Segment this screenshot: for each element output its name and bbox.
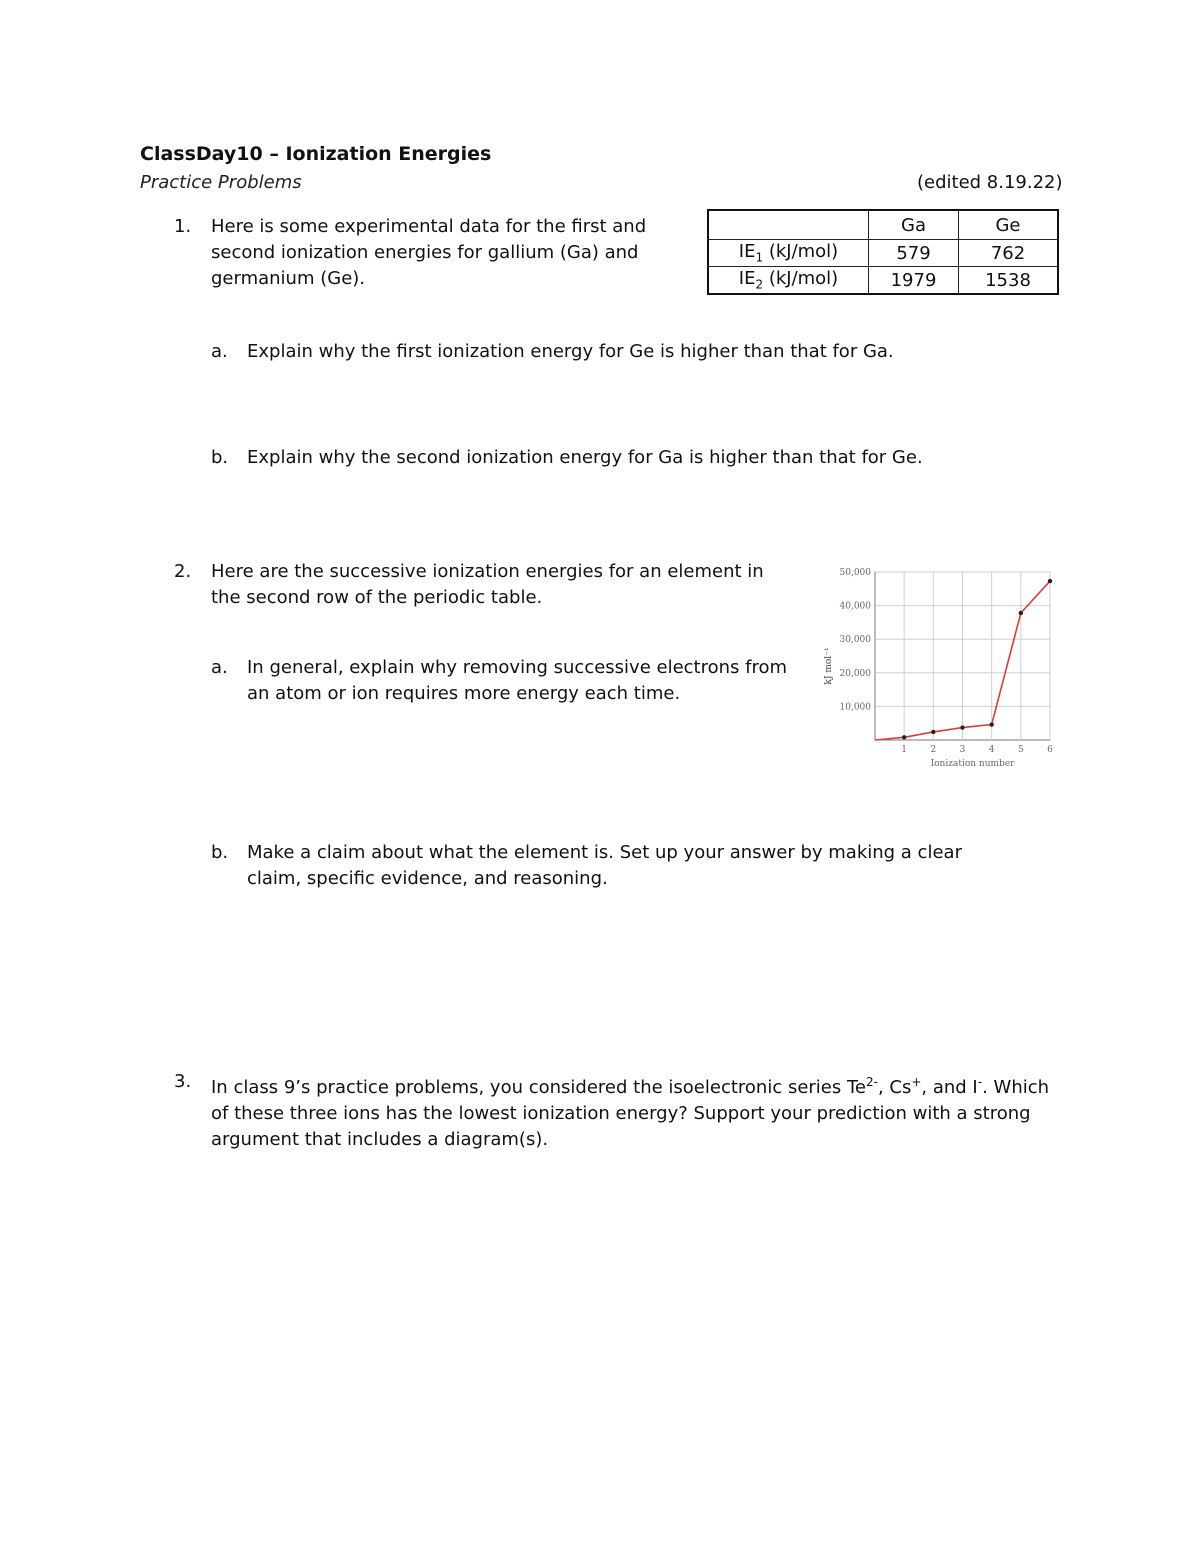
question-2b-letter: b. [211, 842, 229, 863]
x-tick-label: 6 [1047, 745, 1053, 755]
table-cell-ge: 1538 [959, 267, 1059, 295]
data-point [1048, 579, 1052, 583]
table-row-label: $IE_2$ (kJ/mol) [708, 267, 869, 295]
table-row [708, 240, 1058, 267]
table-cell-ge: 762 [959, 240, 1059, 267]
question-3-number: 3. [174, 1071, 192, 1092]
x-tick-label: 2 [930, 745, 937, 755]
question-1b-letter: b. [211, 447, 229, 468]
x-tick-label: 1 [901, 745, 908, 755]
question-3-text: In class 9’s practice problems, you considered the isoelectronic series $Te^{2-}$, Cs+, and I-. Which of these three ions has the lowest ionization energy? Support your prediction with a strong argument that includes a diagram(s). [211, 1075, 1050, 1150]
question-1-number: 1. [174, 216, 192, 237]
table-cell-ga: 1979 [869, 267, 959, 295]
table-header-cell: Ga [869, 210, 959, 240]
question-1a-text: Explain why the first ionization energy for Ge is higher than that for Ga. [247, 341, 894, 362]
table-header-cell: Ge [959, 210, 1059, 240]
question-2a-letter: a. [211, 657, 228, 678]
table-row [708, 267, 1058, 295]
x-tick-label: 4 [988, 745, 995, 755]
data-point [931, 730, 935, 734]
y-tick-label: 10,000 [839, 702, 871, 713]
x-tick-label: 5 [1017, 745, 1024, 755]
table-header-cell [708, 210, 869, 240]
ionization-energy-chart [815, 560, 1055, 775]
x-axis-label: Ionization number [930, 759, 1015, 769]
y-tick-label: 30,000 [839, 635, 871, 646]
question-1-text: Here is some experimental data for the first and second ionization energies for gallium (Ga) and germanium (Ge). [211, 216, 647, 289]
question-2-text: Here are the successive ionization energies for an element in the second row of the periodic table. [211, 561, 764, 608]
page-subtitle: Practice Problems [140, 172, 302, 193]
y-axis-label: kJ mol⁻¹ [824, 647, 834, 685]
ionization-energy-table [707, 209, 1059, 295]
table-row-label: $IE_1$ (kJ/mol) [708, 240, 869, 267]
y-tick-label: 20,000 [839, 668, 871, 679]
question-1b-text: Explain why the second ionization energy for Ga is higher than that for Ge. [247, 447, 923, 468]
question-1a-letter: a. [211, 341, 228, 362]
question-2b-text: Make a claim about what the element is. Set up your answer by making a clear claim, specific evidence, and reasoning. [247, 842, 962, 889]
data-point [1019, 611, 1023, 615]
data-point [960, 725, 964, 729]
x-tick-label: 3 [959, 745, 966, 755]
table-cell-ga: 579 [869, 240, 959, 267]
question-2a-text: In general, explain why removing successive electrons from an atom or ion requires more energy each time. [247, 657, 788, 704]
y-tick-label: 40,000 [839, 601, 871, 612]
table-header-row [708, 210, 1058, 240]
data-point [902, 735, 906, 739]
page-title: ClassDay10 – Ionization Energies [140, 143, 492, 165]
chart-svg [815, 560, 1055, 775]
question-2-number: 2. [174, 561, 192, 582]
y-tick-label: 50,000 [839, 568, 871, 578]
data-point [989, 722, 993, 726]
edited-date: (edited 8.19.22) [917, 172, 1063, 193]
